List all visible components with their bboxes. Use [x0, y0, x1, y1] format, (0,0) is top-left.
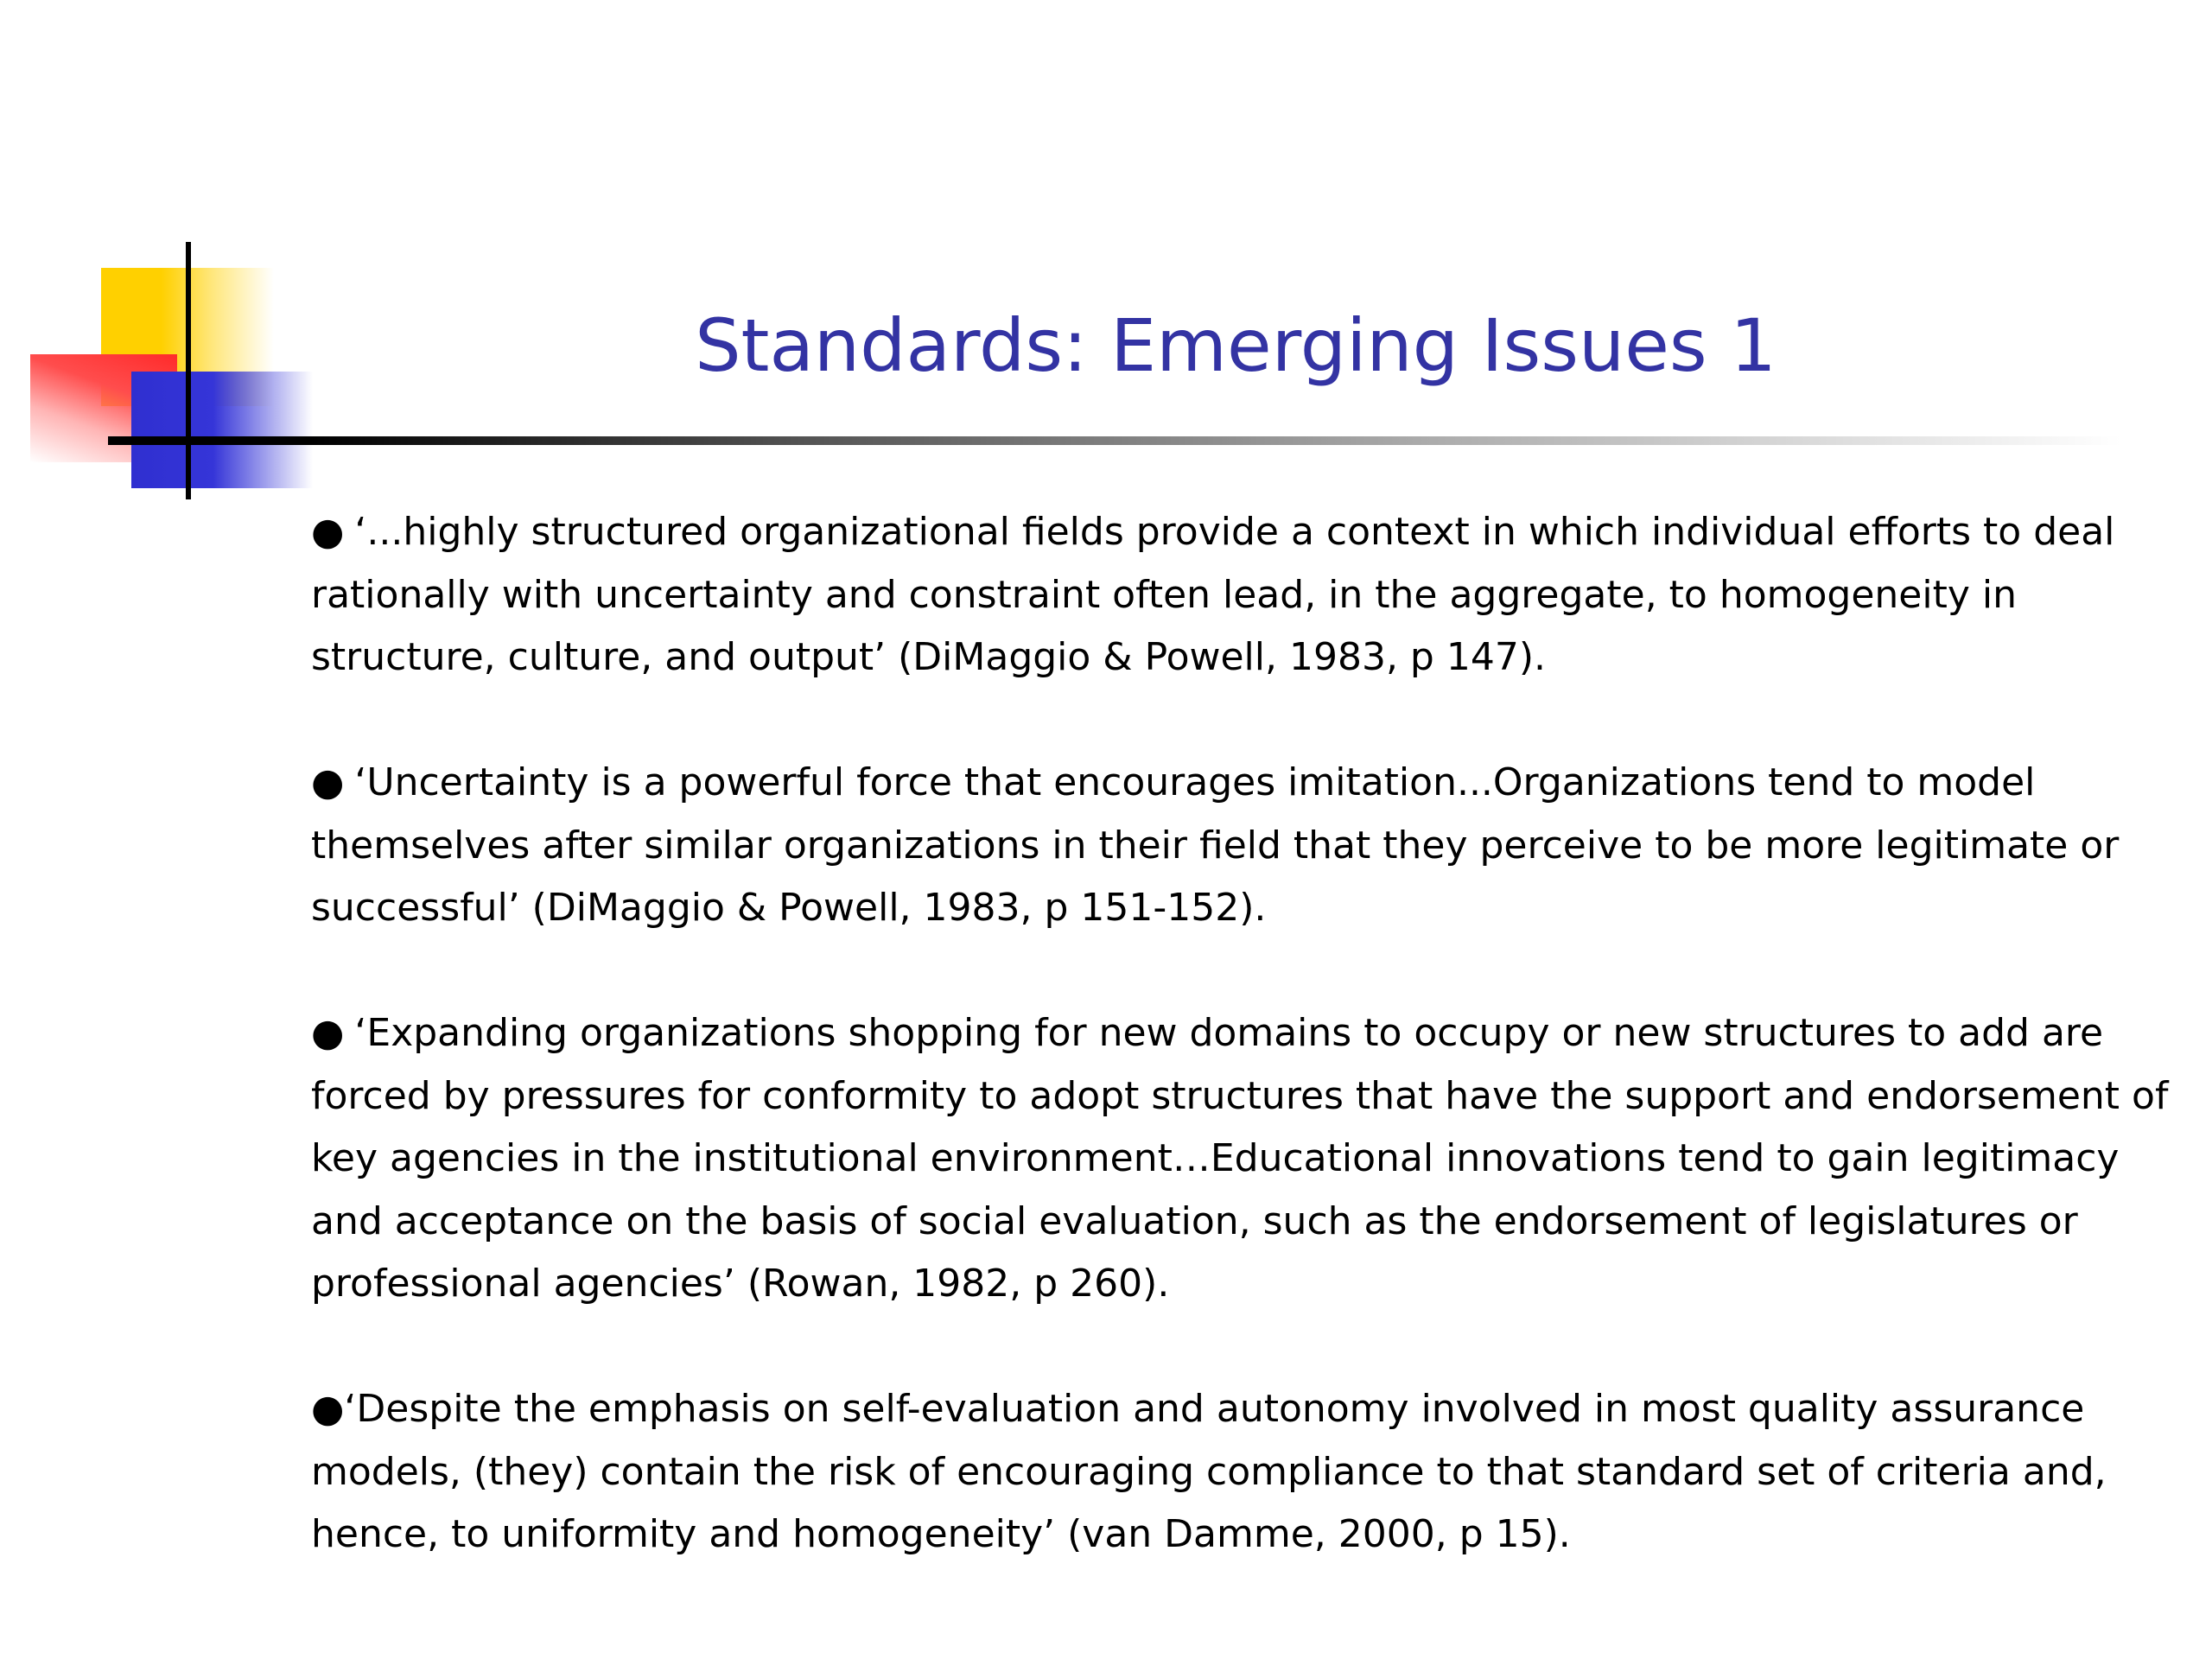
- quote-text-4: ‘Despite the emphasis on self-evaluation and autonomy involved in most quality assurance models, (they) contain the risk of encouraging compliance to that standard set of criteria and, hence, to uniformity and homogeneity’ (van Damme, 2000, p 15).: [311, 1387, 2107, 1556]
- quote-text-1: ‘...highly structured organizational fields provide a context in which individual efforts to deal rationally with uncertainty and constraint often lead, in the aggregate, to homogeneity in structure, culture, and output’ (DiMaggio & Powell, 1983, p 147).: [311, 510, 2115, 679]
- quote-paragraph-4: [311, 1378, 2169, 1567]
- bullet-icon: ●: [311, 1387, 345, 1431]
- slide-body: [311, 501, 2169, 1567]
- quote-paragraph-3: [311, 1002, 2169, 1316]
- bullet-icon: ●: [311, 760, 345, 804]
- slide-title: Standards: Emerging Issues 1: [695, 303, 1777, 388]
- quote-text-3: ‘Expanding organizations shopping for new domains to occupy or new structures to add are forced by pressures for conformity to adopt structures that have the support and endorsement of key agencies in the institutional environment…Educational innovations tend to gain legitimacy and acceptance on the basis of social evaluation, such as the endorsement of legislatures or professional agencies’ (Rowan, 1982, p 260).: [311, 1011, 2169, 1306]
- bullet-icon: ●: [311, 510, 345, 554]
- quote-paragraph-1: [311, 501, 2169, 690]
- quote-paragraph-2: [311, 752, 2169, 940]
- vertical-rule: [186, 242, 191, 499]
- title-underline-rule: [108, 436, 2121, 445]
- bullet-icon: ●: [311, 1011, 345, 1055]
- quote-text-2: ‘Uncertainty is a powerful force that encourages imitation...Organizations tend to model themselves after similar organizations in their field that they perceive to be more legitimate or successful’ (DiMaggio & Powell, 1983, p 151-152).: [311, 760, 2120, 930]
